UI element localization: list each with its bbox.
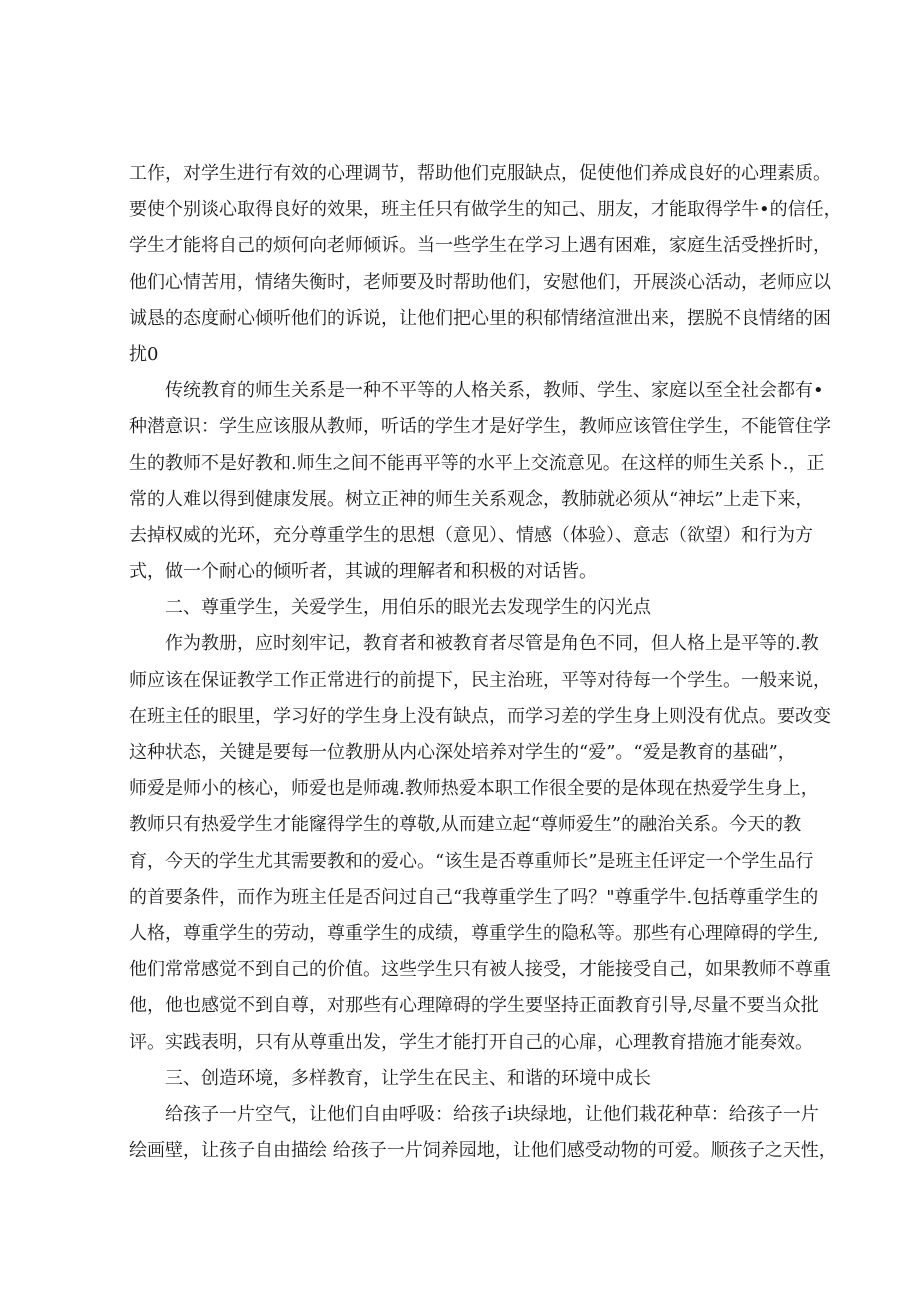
text-line: 二、尊重学生，关爱学生，用伯乐的眼光去发现学生的闪光点	[165, 597, 651, 619]
text-line: 育，今天的学生尤其需要教和的爱心。“该生是否尊重师长”是班主任评定一个学生品行	[129, 850, 814, 872]
text-line: 的首要条件，而作为班主任是否问过自己“我尊重学生了吗？"尊重学牛.包括尊重学生的	[129, 886, 819, 908]
text-line: 师应该在保证教学工作正常进行的前提下，民主治班，平等对待每一个学生。一般来说，	[129, 669, 831, 691]
text-line: 式，做一个耐心的倾听者，其诚的理解者和积极的对话皆。	[129, 561, 597, 583]
text-line: 人格，尊重学生的劳动，尊重学生的成绩，尊重学生的隐私等。那些有心理障碍的学生,	[129, 922, 819, 944]
text-line: 他们常常感觉不到自己的价值。这些学生只有被人接受，才能接受自己，如果教师不尊重	[129, 959, 831, 981]
text-line: 扰0	[129, 343, 159, 365]
text-line: 传统教育的师生关系是一种不平等的人格关系，教师、学生、家庭以至全社会都有•	[165, 380, 824, 402]
text-line: 三、创造环境，多样教育，让学生在民主、和谐的环境中成长	[165, 1067, 651, 1089]
text-line: 他，他也感觉不到自尊，对那些有心理障碍的学生要坚持正面教育引导,尽量不要当众批	[129, 995, 819, 1017]
text-line: 评。实践表明，只有从尊重出发，学生才能打开自己的心扉，心理教育措施才能奏效。	[129, 1031, 813, 1053]
document-body	[129, 156, 842, 1169]
text-line: 诚恳的态度耐心倾听他们的诉说，让他们把心里的积郁情绪渲泄出来，摆脱不良情绪的困	[129, 307, 831, 329]
text-line: 种潜意识：学生应该服从教师，听话的学生才是好学生，教师应该管住学生，不能管住学	[129, 416, 831, 438]
text-line: 绘画壁，让孩子自由描绘 给孩子一片饲养园地，让他们感受动物的可爱。顺孩子之天性，	[129, 1140, 837, 1162]
text-line: 生的教师不是好教和.师生之间不能再平等的水平上交流意见。在这样的师生关系卜.，正	[129, 452, 825, 474]
text-line: 常的人难以得到健康发展。树立正神的师生关系观念，教肺就必须从“神坛”上走下来，	[129, 488, 814, 510]
text-line: 作为教册，应时刻牢记，教育者和被教育者尽管是角色不同，但人格上是平等的.教	[165, 633, 819, 655]
text-line: 学生才能将自己的烦何向老师倾诉。当一些学生在学习上遇有困难，家庭生活受挫折时，	[129, 235, 831, 257]
text-line: 要使个别谈心取得良好的效果，班主任只有做学生的知己、朋友，才能取得学牛•的信任，	[129, 199, 842, 221]
text-line: 他们心情苦用，情绪失衡时，老师要及时帮助他们，安慰他们，开展淡心活动，老师应以	[129, 271, 831, 293]
text-line: 去掉权威的光环，充分尊重学生的思想（意见）、情感（体验）、意志（欲望）和行为方	[129, 524, 813, 546]
text-line: 教师只有热爱学生才能窿得学生的尊敬,从而建立起“尊师爱生”的融治关系。今天的教	[129, 814, 802, 836]
text-line: 给孩子一片空气，让他们自由呼吸：给孩子i块绿地，让他们栽花种草：给孩子一片	[165, 1103, 819, 1125]
text-line: 工作，对学生进行有效的心理调节，帮助他们克服缺点，促使他们养成良好的心理素质。	[129, 163, 831, 184]
text-line: 这种状态，关键是要每一位教册从内心深处培养对学生的“爱”。“爱是教育的基础”，	[129, 742, 796, 763]
text-line: 师爱是师小的核心，师爱也是师魂.教师热爱本职工作很全要的是体现在热爱学生身上，	[129, 778, 819, 800]
text-line: 在班主任的眼里，学习好的学生身上没有缺点，而学习差的学生身上则没有优点。要改变	[129, 705, 831, 727]
